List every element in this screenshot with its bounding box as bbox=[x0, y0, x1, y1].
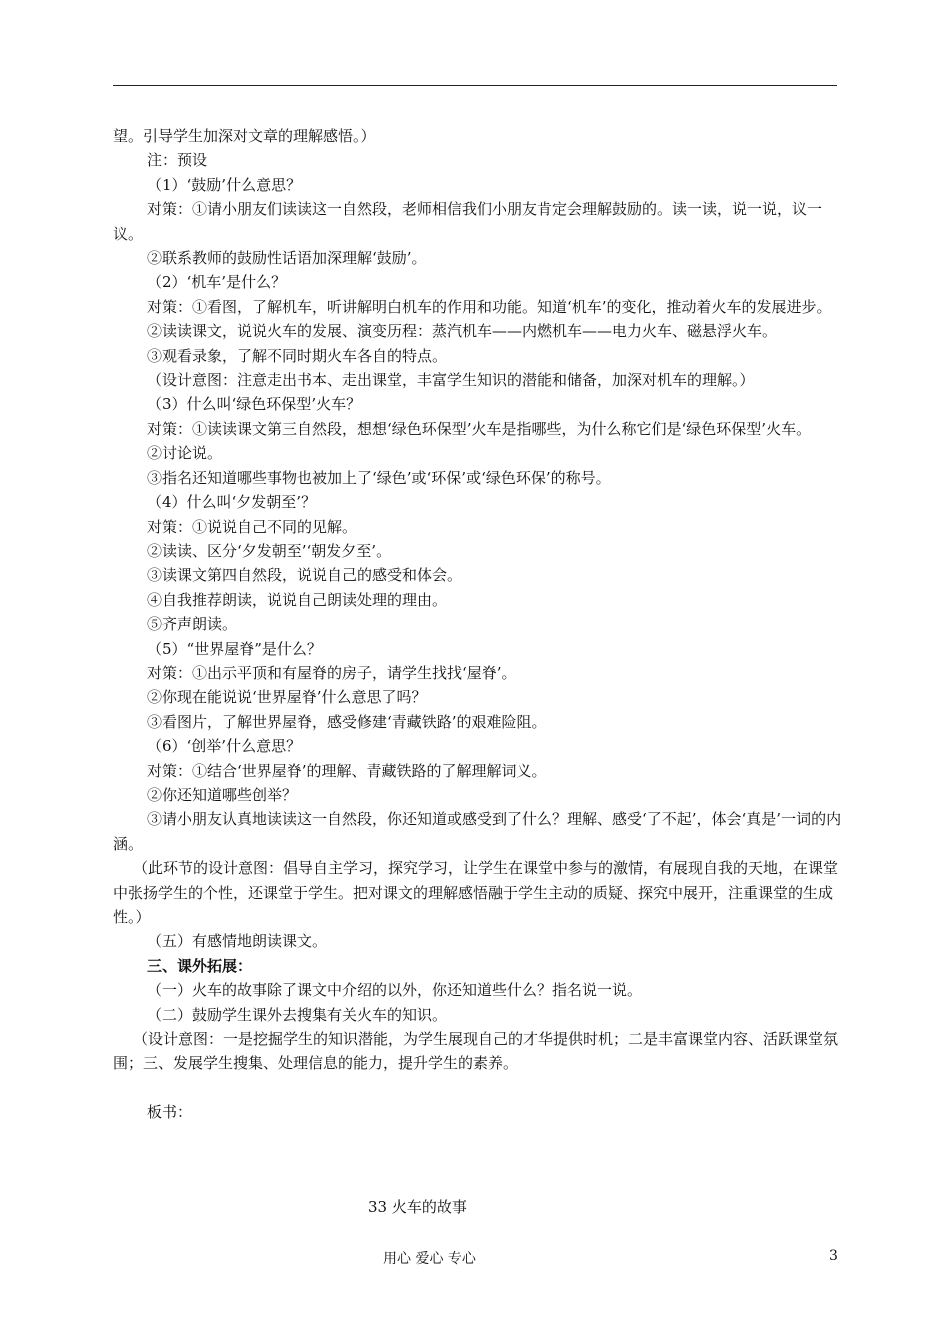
paragraph: （设计意图：注意走出书本、走出课堂，丰富学生知识的潜能和储备，加深对机车的理解。） bbox=[147, 371, 755, 390]
paragraph: （设计意图：一是挖掘学生的知识潜能，为学生展现自己的才华提供时机；二是丰富课堂内容、活跃课堂氛围；三、发展学生搜集、处理信息的能力，提升学生的素养。 bbox=[113, 1030, 839, 1073]
paragraph: ③读课文第四自然段，说说自己的感受和体会。 bbox=[147, 566, 463, 585]
paragraph: ③指名还知道哪些事物也被加上了‘绿色’或‘环保’或‘绿色环保’的称号。 bbox=[147, 468, 611, 487]
page-number: 3 bbox=[829, 1248, 838, 1264]
paragraph: ②你现在能说说‘世界屋脊’什么意思了吗？ bbox=[147, 688, 427, 707]
paragraph: 对策：①结合‘世界屋脊’的理解、青藏铁路的了解理解词义。 bbox=[147, 761, 547, 780]
paragraph: （二）鼓励学生课外去搜集有关火车的知识。 bbox=[147, 1005, 448, 1024]
paragraph: ②读读课文，说说火车的发展、演变历程：蒸汽机车——内燃机车——电力火车、磁悬浮火车。 bbox=[147, 322, 778, 341]
board-title: 33 火车的故事 bbox=[368, 1198, 467, 1216]
paragraph: 三、课外拓展： bbox=[147, 956, 253, 975]
paragraph: 对策：①请小朋友们读读这一自然段，老师相信我们小朋友肯定会理解鼓励的。读一读，说一说，议一议。 bbox=[113, 200, 823, 243]
paragraph: （3）什么叫‘绿色环保型’火车？ bbox=[147, 395, 362, 414]
page-footer: 用心 爱心 专心 bbox=[383, 1251, 476, 1267]
blank-line bbox=[113, 1076, 849, 1100]
paragraph: 对策：①看图，了解机车，听讲解明白机车的作用和功能。知道‘机车’的变化，推动着火车的发展进步。 bbox=[147, 297, 832, 316]
paragraph: 对策：①读读课文第三自然段，想想‘绿色环保型’火车是指哪些，为什么称它们是‘绿色环保型’火车。 bbox=[147, 419, 812, 438]
paragraph: （1）‘鼓励’什么意思？ bbox=[147, 175, 302, 194]
paragraph: 望。引导学生加深对文章的理解感悟。） bbox=[113, 127, 376, 145]
paragraph: ②读读、区分‘夕发朝至’‘朝发夕至’。 bbox=[147, 541, 392, 560]
paragraph: ②讨论说。 bbox=[147, 444, 223, 463]
document-body bbox=[113, 124, 849, 1124]
header-rule bbox=[113, 85, 837, 86]
paragraph: 对策：①说说自己不同的见解。 bbox=[147, 517, 358, 536]
paragraph: 对策：①出示平顶和有屋脊的房子，请学生找找‘屋脊’。 bbox=[147, 663, 517, 682]
paragraph: （5）“世界屋脊”是什么？ bbox=[147, 639, 322, 658]
paragraph: ③看图片，了解世界屋脊，感受修建‘青藏铁路’的艰难险阻。 bbox=[147, 712, 547, 731]
paragraph: （一）火车的故事除了课文中介绍的以外，你还知道些什么？指名说一说。 bbox=[147, 981, 643, 1000]
paragraph: ③请小朋友认真地读读这一自然段，你还知道或感受到了什么？理解、感受‘了不起’，体会‘真是’一词的内涵。 bbox=[113, 810, 842, 853]
paragraph: 注：预设 bbox=[147, 151, 208, 170]
paragraph: （6）‘创举’什么意思？ bbox=[147, 737, 302, 756]
paragraph: ③观看录象，了解不同时期火车各自的特点。 bbox=[147, 346, 448, 365]
paragraph: （4）什么叫‘夕发朝至’？ bbox=[147, 493, 317, 512]
paragraph: ⑤齐声朗读。 bbox=[147, 615, 238, 634]
paragraph: （五）有感情地朗读课文。 bbox=[147, 932, 328, 951]
paragraph: ②联系教师的鼓励性话语加深理解‘鼓励’。 bbox=[147, 249, 427, 268]
paragraph: ④自我推荐朗读，说说自己朗读处理的理由。 bbox=[147, 590, 448, 609]
paragraph: ②你还知道哪些创举？ bbox=[147, 785, 298, 804]
paragraph: （此环节的设计意图：倡导自主学习，探究学习，让学生在课堂中参与的激情，有展现自我的天地，在课堂中张扬学生的个性，还课堂于学生。把对课文的理解感悟融于学生主动的质疑、探究中展开，注重课堂的生成性。） bbox=[113, 859, 839, 926]
paragraph: （2）‘机车’是什么？ bbox=[147, 273, 287, 292]
paragraph: 板书： bbox=[147, 1102, 193, 1121]
